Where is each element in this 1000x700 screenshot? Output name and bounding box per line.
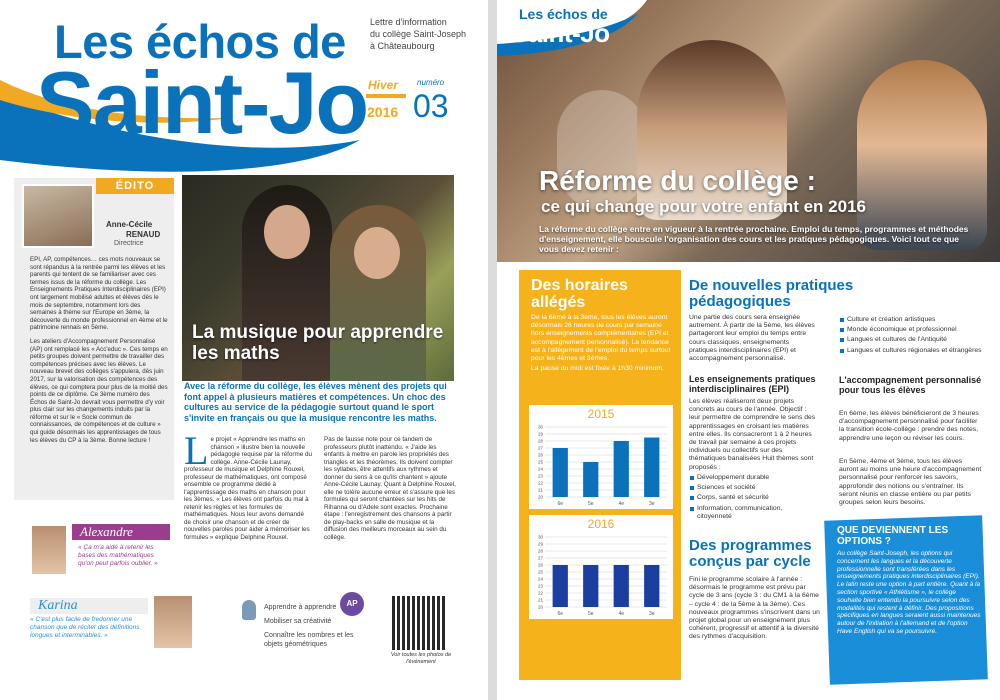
drop-cap: L (184, 428, 209, 473)
y-tick-label: 24 (537, 576, 543, 582)
x-tick-label: 4e (618, 501, 625, 507)
horaires-paragraph: La pause du midi est fixée à 1h30 minimum. (531, 365, 664, 373)
ap-item: Connaître les nombres et les objets géométriques (264, 632, 354, 648)
edito-heading: ÉDITO (96, 178, 174, 194)
x-tick-label: 6e (557, 611, 564, 617)
right-page (497, 0, 1000, 700)
y-tick-label: 30 (537, 534, 543, 540)
logo-line2: Saint-Jo (511, 18, 610, 48)
horaires-text (531, 314, 675, 375)
bar (614, 441, 629, 497)
karina-photo (152, 594, 194, 650)
y-tick-label: 29 (537, 431, 543, 437)
author-role: Directrice (114, 240, 144, 247)
x-tick-label: 3e (648, 611, 655, 617)
chart-2015-svg (529, 423, 673, 509)
feature-intro: La réforme du collège entre en vigueur à la rentrée prochaine. Emploi du temps, programmes et méthodes d'enseignement, elle bouscule l'organisation des cours et les pratiques pédagogiques. Voici tout ce que vous devez retenir : (539, 224, 969, 254)
masthead-title-line2: Saint-Jo (36, 53, 368, 152)
ap-item: Apprendre à apprendre (264, 604, 337, 611)
y-tick-label: 23 (537, 473, 543, 479)
edito-paragraph: EPI, AP, compétences… ces mots nouveaux se sont répandus à la rentrée parmi les élèves et les parents qui tentent de se familiariser avec ces termes issus de la réforme du collège. Les Enseignements Pratiques Interdisciplinaires (EPI) ont largement mobilisé adultes et élèves dès le mois de septembre, notamment lors des semaines à thème sur l'Europe en 3ème, la découverte du monde professionnel en 4ème et le patrimoine rennais en 5ème. (30, 256, 168, 332)
programmes-text: Fini le programme scolaire à l'année : désormais le programme est prévu par cycle de 3 ans (cycle 3 : du CM1 à la 6ème – cycle 4 : de la 5ème à la 3ème). Ces nouveaux programmes s'inscrivent dans un projet global pour un enseignement plus cohérent, progressif et attentif à la diversité des rythmes d'acquisition. (689, 576, 820, 641)
chart-title: 2015 (587, 407, 615, 421)
masthead-title-line1: Les échos de (54, 15, 346, 68)
y-tick-label: 26 (537, 562, 543, 568)
x-tick-label: 6e (557, 501, 564, 507)
bar (583, 462, 598, 497)
feature-title: Réforme du collège : (539, 165, 816, 196)
theme-item: Corps, santé et sécurité (689, 494, 819, 502)
theme-item: Sciences et société (689, 484, 819, 492)
article-lead: Avec la réforme du collège, les élèves mènent des projets qui font appel à plusieurs matières et compétences. Un choc des cultures au service de la pédagogie surtout quand le sport s'invite en français ou que la musique rencontre les maths. (184, 381, 447, 423)
y-tick-label: 21 (537, 597, 543, 603)
y-tick-label: 22 (537, 590, 543, 596)
y-tick-label: 21 (537, 487, 543, 493)
y-tick-label: 20 (537, 604, 543, 610)
programmes-title: Des programmes conçus par cycle (689, 537, 812, 570)
epi-heading: Les enseignements pratiques interdisciplinaires (EPI) (689, 374, 816, 394)
ap-heading: L'accompagnement personnalisé pour tous les élèves (839, 375, 982, 395)
themes-list-1 (689, 474, 819, 523)
y-tick-label: 24 (537, 466, 543, 472)
quote-text-alexandre: « Ça m'a aidé à retenir les bases des mathématiques qu'on peut parfois oublier. » (78, 544, 158, 567)
article-col1-text: e projet « Apprendre les maths en chanson » illustre bien la nouvelle pédagogie requise par la réforme du collège. Anne-Cécile Launay, professeur de musique et Delphine Rouxel, professeur de mathématiques, ont composé ensemble ce programme dédié à l'apprentissage des maths en chanson pour les 3èmes. « Les élèves ont parfois du mal à retenir les règles et les formules de mathématiques. Nous leur avons demandé de choisir une chanson et de créer de nouvelles paroles pour aider à mémoriser les formules » explique Delphine Rouxel. (184, 436, 312, 541)
pratiques-intro: Une partie des cours sera enseignée autrement. À partir de la 5ème, les élèves partageront leur emploi du temps entre cours classiques, enseignements pratiques interdisciplinaires (EPI) et accompagnement personnalisé. (689, 314, 815, 363)
horaires-title: Des horaires allégés (531, 277, 628, 311)
author-last-name: RENAUD (126, 230, 161, 239)
ap-badge: AP (340, 592, 364, 616)
masthead-accent-bar (366, 94, 406, 98)
ap-text-1: En 6ème, les élèves bénéficieront de 3 heures d'accompagnement personnalisé pour faciliter la transition école-collège : prendre des notes, apprendre une leçon ou réviser les cours. (839, 410, 979, 442)
y-tick-label: 28 (537, 548, 543, 554)
bar (644, 438, 659, 498)
issue-number-label: numéro (417, 78, 445, 87)
issue-year: 2016 (367, 104, 399, 120)
article-column-2: Pas de fausse note pour ce tandem de professeurs plutôt inattendu. « J'aide les enfants à mettre en parole les propriétés des triangles et les théorèmes. Ils doivent compter les syllabes, être attentifs aux rythmes et donner du sens à ce qu'ils chantent » ajoute Anne-Cécile Launay. Quant à Delphine Rouxel, elle ne tolère aucune erreur et s'assure que les formules qui seront chantées sur les hits de Rihanna ou d'Adele sont exactes. Prochaine étape : l'enregistrement des chansons à partir de play-backs en salle de musique et la diffusion des meilleurs morceaux au sein du collège. (324, 436, 456, 541)
bar (644, 565, 659, 607)
y-tick-label: 27 (537, 445, 543, 451)
issue-season: Hiver (368, 78, 399, 92)
x-tick-label: 3e (648, 501, 655, 507)
left-page (0, 0, 488, 700)
theme-item: Langues et cultures de l'Antiquité (839, 336, 989, 344)
y-tick-label: 25 (537, 569, 543, 575)
edito-paragraph: Les ateliers d'Accompagnement Personnalisé (AP) ont remplacé les « Acc'educ ». Ces temps en petits groupes doivent permettre de travailler des compétences précises avec les élèves. Le nouveau brevet des collèges s'appuiera, dès juin 2017, sur la valorisation des compétences des élèves, ce qui comptera pour plus de la moitié des points de ce diplôme. Ce 3ème numéro des Échos de Saint-Jo devrait vous permettre d'y voir plus clair sur les changements induits par la réforme et sur le « Socle commun de connaissances, de compétences et de culture » qui guide désormais les apprentissages de tous les élèves du CP à la 3ème. Bonne lecture ! (30, 337, 168, 444)
theme-item: Monde économique et professionnel (839, 326, 989, 334)
quote-text-karina: « C'est plus facile de fredonner une chanson que de réciter des définitions longues et interminables. » (30, 616, 140, 639)
bar (614, 565, 629, 607)
article-column-1 (184, 428, 312, 541)
masthead-subtitle: Lettre d'information du collège Saint-Joseph à Châteaubourg (370, 17, 467, 51)
y-tick-label: 26 (537, 452, 543, 458)
ap-text-2: En 5ème, 4ème et 3ème, tous les élèves auront au moins une heure d'accompagnement personnalisé pour renforcer les savoirs, approfondir des notions ou s'entraîner. Ils seront réunis en classe entière ou par petits groupes selon leurs besoins. (839, 458, 982, 507)
quote-name-alexandre: Alexandre (72, 524, 170, 540)
y-tick-label: 29 (537, 541, 543, 547)
x-tick-label: 5e (587, 501, 594, 507)
y-tick-label: 30 (537, 424, 543, 430)
edito-text (30, 256, 168, 450)
lightbulb-icon (242, 600, 256, 620)
bar (553, 448, 568, 497)
chart-title: 2016 (587, 517, 615, 531)
logo-line1: Les échos de (519, 6, 608, 22)
bar (583, 565, 598, 607)
director-photo (22, 184, 94, 248)
y-tick-label: 28 (537, 438, 543, 444)
qr-caption: Voir toutes les photos de l'événement (390, 652, 452, 665)
author-first-name: Anne-Cécile (106, 220, 153, 229)
horaires-paragraph: De la 6ème à la 3ème, tous les élèves auront désormais 26 heures de cours par semaine hors enseignements complémentaires (EPI et accompagnement personnalisé). La tendance est à l'allègement de l'emploi du temps surtout pour les 4èmes et 3èmes. (531, 314, 671, 363)
y-tick-label: 23 (537, 583, 543, 589)
edito-author (106, 220, 160, 240)
chart-2016-svg (529, 533, 673, 619)
theme-item: Information, communication, citoyenneté (689, 505, 819, 521)
y-tick-label: 27 (537, 555, 543, 561)
y-tick-label: 22 (537, 480, 543, 486)
themes-list-2 (839, 316, 989, 357)
x-tick-label: 5e (587, 611, 594, 617)
options-text: Au collège Saint-Joseph, les options qui concernent les langues et la découverte professionnelle sont transférées dans les enseignements pratiques interdisciplinaires (EPI). Le latin reste une option à part entière. Quant à la section sportive « Athlétisme », le collège souhaite bien entendu la poursuivre selon des modalités qui restent à définir. Des propositions spécifiques en langues seraient aussi maintenues autour de l'initiation à l'allemand et de l'option Have English qui va se poursuivre. (837, 550, 981, 635)
bar (553, 565, 568, 607)
theme-item: Développement durable (689, 474, 819, 482)
quote-name-karina: Karina (30, 598, 148, 614)
theme-item: Langues et cultures régionales et étrangères (839, 347, 989, 355)
issue-number: 03 (413, 88, 449, 124)
theme-item: Culture et création artistiques (839, 316, 989, 324)
options-title: QUE DEVIENNENT LES OPTIONS ? (837, 525, 949, 547)
article-title: La musique pour apprendre les maths (192, 322, 444, 364)
ap-item: Mobiliser sa créativité (264, 618, 332, 625)
qr-code[interactable] (392, 596, 446, 650)
y-tick-label: 20 (537, 494, 543, 500)
chart-2015 (529, 405, 673, 509)
epi-text: Les élèves réaliseront deux projets concrets au cours de l'année. Objectif : leur permettre de comprendre le sens des apprentissages en croisant les matières entre elles. Ils consacreront 1 à 2 heures de travail par semaine à ces projets individuels ou collectifs sur des thématiques banalisées Huit thèmes sont proposés : (689, 398, 816, 471)
y-tick-label: 25 (537, 459, 543, 465)
alexandre-photo (30, 524, 68, 576)
pratiques-title: De nouvelles pratiques pédagogiques (689, 277, 854, 310)
feature-subtitle: ce qui change pour votre enfant en 2016 (541, 197, 866, 216)
chart-2016 (529, 515, 673, 619)
x-tick-label: 4e (618, 611, 625, 617)
